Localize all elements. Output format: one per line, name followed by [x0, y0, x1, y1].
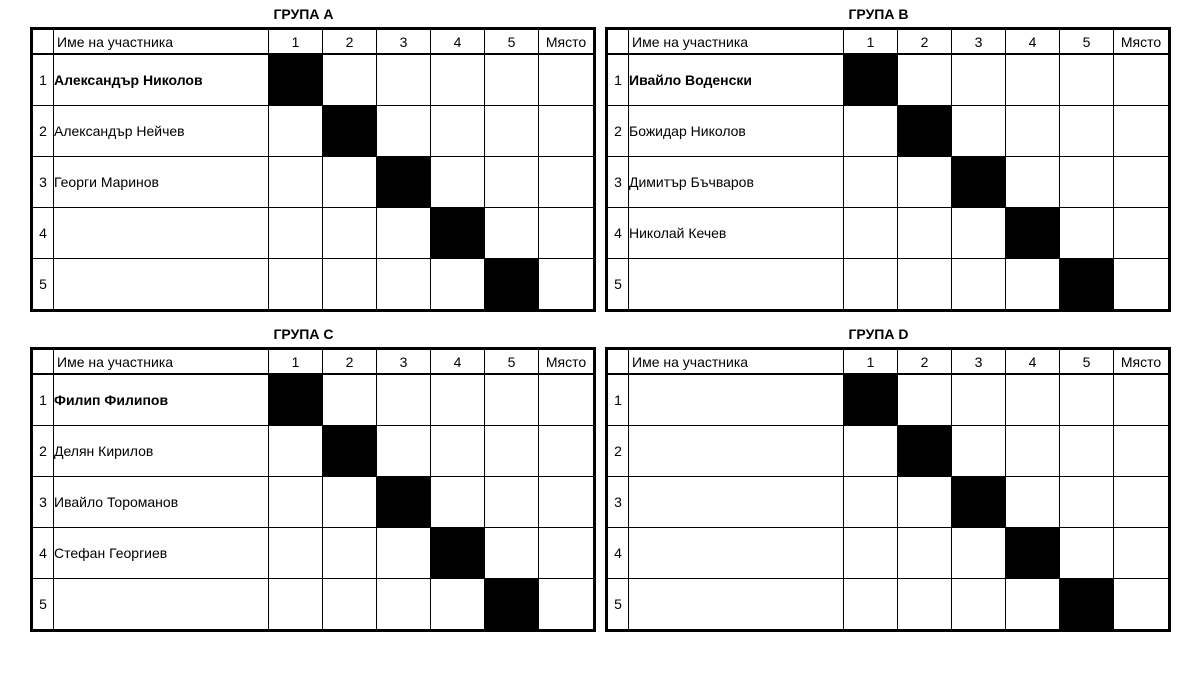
header-result-2: 2 — [323, 29, 377, 55]
place-cell[interactable] — [1114, 374, 1170, 426]
result-cell[interactable] — [1006, 579, 1060, 631]
result-cell[interactable] — [898, 208, 952, 259]
result-cell[interactable] — [323, 208, 377, 259]
participant-row — [607, 426, 1170, 477]
result-cell[interactable] — [431, 54, 485, 106]
participant-row — [32, 54, 595, 106]
result-cell[interactable] — [431, 259, 485, 311]
result-cell[interactable] — [377, 54, 431, 106]
header-result-3: 3 — [377, 349, 431, 375]
place-cell[interactable] — [1114, 426, 1170, 477]
participant-row — [32, 477, 595, 528]
header-place-cell: Място — [1114, 349, 1170, 375]
group-title — [30, 325, 593, 344]
header-result-3: 3 — [952, 349, 1006, 375]
self-match-cell — [952, 157, 1006, 208]
place-cell[interactable] — [1114, 259, 1170, 311]
header-row — [32, 349, 595, 375]
place-cell[interactable] — [1114, 208, 1170, 259]
group-title — [30, 5, 593, 24]
participant-name[interactable] — [629, 477, 844, 528]
result-cell[interactable] — [952, 54, 1006, 106]
participant-row — [607, 579, 1170, 631]
group-d-panel — [605, 325, 1168, 632]
place-cell[interactable] — [539, 477, 595, 528]
participant-row — [32, 426, 595, 477]
row-number: 4 — [607, 528, 629, 579]
header-name-cell: Име на участника — [629, 349, 844, 375]
row-number: 2 — [32, 106, 54, 157]
row-number: 4 — [32, 528, 54, 579]
header-result-4: 4 — [1006, 29, 1060, 55]
row-number: 2 — [607, 106, 629, 157]
header-num-cell — [607, 349, 629, 375]
result-cell[interactable] — [844, 208, 898, 259]
header-result-3: 3 — [952, 29, 1006, 55]
row-number: 4 — [32, 208, 54, 259]
row-number: 5 — [607, 579, 629, 631]
result-cell[interactable] — [269, 426, 323, 477]
header-row — [607, 29, 1170, 55]
participant-name[interactable]: Димитър Бъчваров — [629, 157, 844, 208]
result-cell[interactable] — [323, 157, 377, 208]
group-title-text: ГРУПА C — [273, 326, 334, 342]
result-cell[interactable] — [1006, 259, 1060, 311]
participant-row — [607, 259, 1170, 311]
header-place-cell: Място — [539, 29, 595, 55]
row-number: 3 — [32, 477, 54, 528]
result-cell[interactable] — [952, 374, 1006, 426]
header-result-4: 4 — [1006, 349, 1060, 375]
result-cell[interactable] — [485, 54, 539, 106]
header-result-2: 2 — [898, 349, 952, 375]
self-match-cell — [485, 579, 539, 631]
row-number: 1 — [32, 54, 54, 106]
group-table — [30, 347, 596, 632]
result-cell[interactable] — [952, 528, 1006, 579]
result-cell[interactable] — [485, 374, 539, 426]
participant-name[interactable]: Божидар Николов — [629, 106, 844, 157]
result-cell[interactable] — [269, 106, 323, 157]
result-cell[interactable] — [323, 374, 377, 426]
result-cell[interactable] — [952, 259, 1006, 311]
header-result-5: 5 — [1060, 349, 1114, 375]
group-title-text: ГРУПА D — [848, 326, 909, 342]
result-cell[interactable] — [1006, 106, 1060, 157]
result-cell[interactable] — [1060, 426, 1114, 477]
participant-row — [607, 208, 1170, 259]
result-cell[interactable] — [1006, 477, 1060, 528]
self-match-cell — [377, 477, 431, 528]
result-cell[interactable] — [1060, 106, 1114, 157]
result-cell[interactable] — [269, 579, 323, 631]
group-c-panel — [30, 325, 593, 632]
participant-name[interactable]: Ивайло Воденски — [629, 54, 844, 106]
participant-row — [607, 528, 1170, 579]
participant-name[interactable] — [629, 426, 844, 477]
row-number: 5 — [32, 579, 54, 631]
result-cell[interactable] — [377, 579, 431, 631]
result-cell[interactable] — [1060, 477, 1114, 528]
place-cell[interactable] — [539, 528, 595, 579]
row-number: 1 — [32, 374, 54, 426]
row-number: 3 — [32, 157, 54, 208]
participant-row — [607, 54, 1170, 106]
participant-name[interactable] — [54, 208, 269, 259]
group-title-text: ГРУПА А — [273, 6, 334, 22]
participant-name[interactable]: Николай Кечев — [629, 208, 844, 259]
result-cell[interactable] — [898, 54, 952, 106]
result-cell[interactable] — [431, 477, 485, 528]
participant-name[interactable] — [629, 259, 844, 311]
result-cell[interactable] — [323, 528, 377, 579]
result-cell[interactable] — [269, 208, 323, 259]
self-match-cell — [1006, 208, 1060, 259]
group-title-text: ГРУПА B — [848, 6, 909, 22]
result-cell[interactable] — [1060, 54, 1114, 106]
header-result-2: 2 — [323, 349, 377, 375]
header-result-3: 3 — [377, 29, 431, 55]
header-result-5: 5 — [485, 29, 539, 55]
result-cell[interactable] — [323, 477, 377, 528]
place-cell[interactable] — [1114, 157, 1170, 208]
header-result-1: 1 — [844, 349, 898, 375]
result-cell[interactable] — [844, 579, 898, 631]
self-match-cell — [898, 426, 952, 477]
result-cell[interactable] — [377, 374, 431, 426]
result-cell[interactable] — [1060, 528, 1114, 579]
self-match-cell — [1060, 579, 1114, 631]
result-cell[interactable] — [898, 579, 952, 631]
row-number: 5 — [607, 259, 629, 311]
group-title — [605, 5, 1168, 24]
result-cell[interactable] — [323, 579, 377, 631]
row-number: 3 — [607, 157, 629, 208]
self-match-cell — [431, 528, 485, 579]
header-row — [607, 349, 1170, 375]
header-result-5: 5 — [1060, 29, 1114, 55]
place-cell[interactable] — [1114, 106, 1170, 157]
row-number: 2 — [32, 426, 54, 477]
group-table — [30, 27, 596, 312]
header-result-4: 4 — [431, 29, 485, 55]
self-match-cell — [898, 106, 952, 157]
header-place-cell: Място — [1114, 29, 1170, 55]
result-cell[interactable] — [431, 426, 485, 477]
header-name-cell: Име на участника — [54, 29, 269, 55]
participant-row — [32, 106, 595, 157]
result-cell[interactable] — [269, 259, 323, 311]
result-cell[interactable] — [269, 528, 323, 579]
result-cell[interactable] — [952, 426, 1006, 477]
place-cell[interactable] — [1114, 528, 1170, 579]
header-num-cell — [32, 349, 54, 375]
result-cell[interactable] — [323, 54, 377, 106]
result-cell[interactable] — [485, 106, 539, 157]
participant-row — [607, 157, 1170, 208]
participant-row — [607, 106, 1170, 157]
participant-name[interactable]: Делян Кирилов — [54, 426, 269, 477]
header-name-cell: Име на участника — [54, 349, 269, 375]
result-cell[interactable] — [1060, 157, 1114, 208]
participant-name[interactable]: Ивайло Тороманов — [54, 477, 269, 528]
result-cell[interactable] — [844, 157, 898, 208]
group-b-panel — [605, 5, 1168, 312]
result-cell[interactable] — [844, 528, 898, 579]
header-result-4: 4 — [431, 349, 485, 375]
self-match-cell — [485, 259, 539, 311]
result-cell[interactable] — [377, 528, 431, 579]
place-cell[interactable] — [539, 54, 595, 106]
participant-row — [607, 374, 1170, 426]
participant-row — [32, 528, 595, 579]
result-cell[interactable] — [952, 106, 1006, 157]
self-match-cell — [952, 477, 1006, 528]
place-cell[interactable] — [539, 259, 595, 311]
result-cell[interactable] — [844, 426, 898, 477]
self-match-cell — [377, 157, 431, 208]
place-cell[interactable] — [539, 579, 595, 631]
self-match-cell — [323, 426, 377, 477]
result-cell[interactable] — [377, 106, 431, 157]
result-cell[interactable] — [323, 259, 377, 311]
participant-row — [32, 208, 595, 259]
header-result-1: 1 — [269, 29, 323, 55]
result-cell[interactable] — [431, 579, 485, 631]
header-result-1: 1 — [269, 349, 323, 375]
self-match-cell — [844, 374, 898, 426]
result-cell[interactable] — [844, 259, 898, 311]
result-cell[interactable] — [1006, 426, 1060, 477]
row-number: 5 — [32, 259, 54, 311]
place-cell[interactable] — [539, 426, 595, 477]
participant-row — [32, 374, 595, 426]
header-num-cell — [32, 29, 54, 55]
result-cell[interactable] — [431, 106, 485, 157]
result-cell[interactable] — [844, 477, 898, 528]
participant-name[interactable] — [54, 579, 269, 631]
participant-name[interactable] — [629, 374, 844, 426]
place-cell[interactable] — [1114, 54, 1170, 106]
place-cell[interactable] — [539, 208, 595, 259]
self-match-cell — [323, 106, 377, 157]
result-cell[interactable] — [952, 208, 1006, 259]
self-match-cell — [1006, 528, 1060, 579]
participant-row — [607, 477, 1170, 528]
group-title — [605, 325, 1168, 344]
participant-name[interactable] — [54, 259, 269, 311]
participant-name[interactable]: Стефан Георгиев — [54, 528, 269, 579]
row-number: 3 — [607, 477, 629, 528]
result-cell[interactable] — [377, 208, 431, 259]
place-cell[interactable] — [539, 157, 595, 208]
header-name-cell: Име на участника — [629, 29, 844, 55]
result-cell[interactable] — [377, 259, 431, 311]
participant-name[interactable] — [629, 528, 844, 579]
result-cell[interactable] — [269, 157, 323, 208]
row-number: 2 — [607, 426, 629, 477]
result-cell[interactable] — [485, 528, 539, 579]
participant-name[interactable]: Георги Маринов — [54, 157, 269, 208]
row-number: 1 — [607, 54, 629, 106]
result-cell[interactable] — [431, 374, 485, 426]
result-cell[interactable] — [1060, 374, 1114, 426]
self-match-cell — [1060, 259, 1114, 311]
result-cell[interactable] — [485, 208, 539, 259]
row-number: 1 — [607, 374, 629, 426]
header-row — [32, 29, 595, 55]
result-cell[interactable] — [485, 426, 539, 477]
row-number: 4 — [607, 208, 629, 259]
result-cell[interactable] — [431, 157, 485, 208]
self-match-cell — [269, 54, 323, 106]
result-cell[interactable] — [898, 477, 952, 528]
self-match-cell — [431, 208, 485, 259]
result-cell[interactable] — [898, 259, 952, 311]
participant-name[interactable]: Александър Нейчев — [54, 106, 269, 157]
result-cell[interactable] — [485, 477, 539, 528]
participant-row — [32, 259, 595, 311]
result-cell[interactable] — [898, 374, 952, 426]
result-cell[interactable] — [898, 528, 952, 579]
header-num-cell — [607, 29, 629, 55]
participant-name[interactable] — [629, 579, 844, 631]
place-cell[interactable] — [539, 106, 595, 157]
header-result-2: 2 — [898, 29, 952, 55]
participant-row — [32, 579, 595, 631]
place-cell[interactable] — [1114, 477, 1170, 528]
header-result-5: 5 — [485, 349, 539, 375]
participant-row — [32, 157, 595, 208]
result-cell[interactable] — [1006, 157, 1060, 208]
result-cell[interactable] — [377, 426, 431, 477]
result-cell[interactable] — [1006, 54, 1060, 106]
group-a-panel — [30, 5, 593, 312]
header-result-1: 1 — [844, 29, 898, 55]
group-table — [605, 347, 1171, 632]
participant-name[interactable]: Филип Филипов — [54, 374, 269, 426]
result-cell[interactable] — [1060, 208, 1114, 259]
result-cell[interactable] — [269, 477, 323, 528]
result-cell[interactable] — [844, 106, 898, 157]
result-cell[interactable] — [485, 157, 539, 208]
group-table — [605, 27, 1171, 312]
result-cell[interactable] — [1006, 374, 1060, 426]
self-match-cell — [844, 54, 898, 106]
place-cell[interactable] — [1114, 579, 1170, 631]
self-match-cell — [269, 374, 323, 426]
place-cell[interactable] — [539, 374, 595, 426]
participant-name[interactable]: Александър Николов — [54, 54, 269, 106]
result-cell[interactable] — [952, 579, 1006, 631]
header-place-cell: Място — [539, 349, 595, 375]
result-cell[interactable] — [898, 157, 952, 208]
